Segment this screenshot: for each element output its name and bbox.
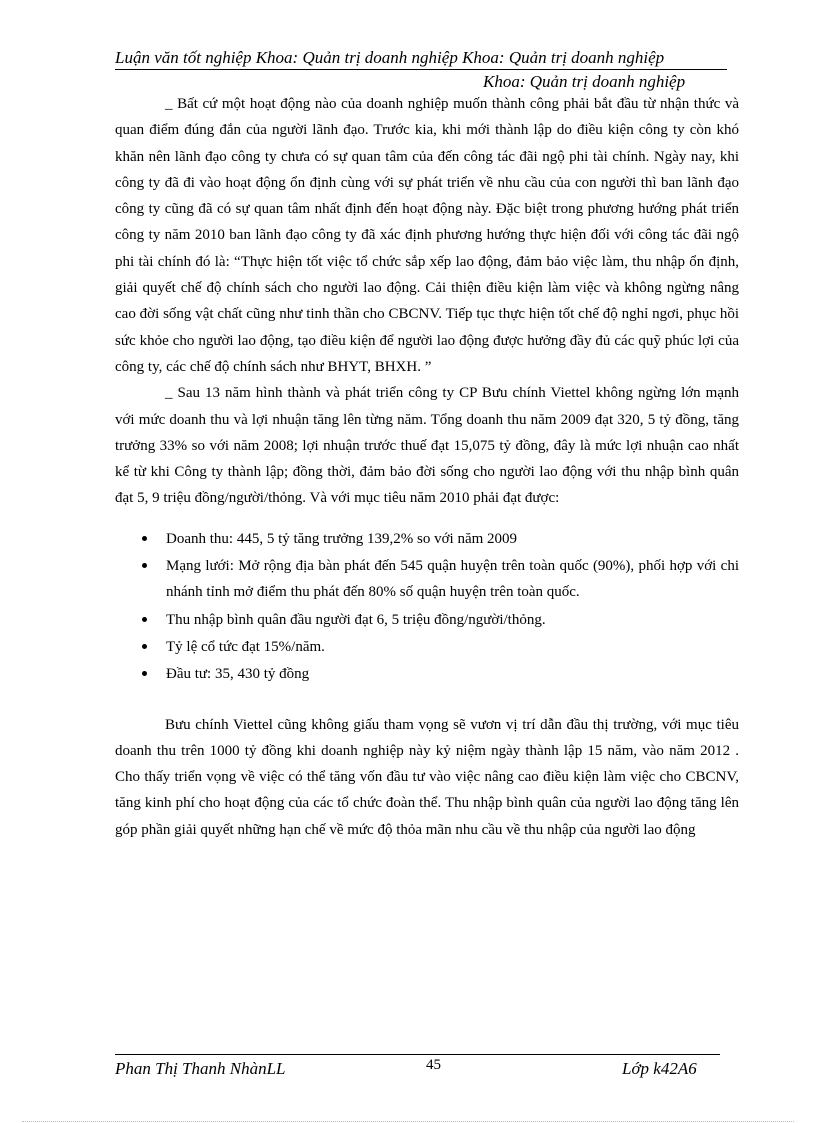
list-item-text: Tỷ lệ cổ tức đạt 15%/năm. (166, 638, 325, 655)
bullet-icon (142, 617, 147, 622)
list-item (115, 634, 739, 660)
list-item-text: Doanh thu: 445, 5 tỷ tăng trưởng 139,2% so với năm 2009 (166, 530, 518, 547)
list-item (115, 607, 739, 633)
bullet-icon (142, 563, 147, 568)
list-item (115, 661, 739, 687)
header-title: Luận văn tốt nghiệp Khoa: Quản trị doanh nghiệp Khoa: Quản trị doanh nghiệp (115, 48, 665, 67)
page-edge (22, 1121, 794, 1122)
list-item-text: Mạng lưới: Mở rộng địa bàn phát đến 545 quận huyện trên toàn quốc (90%), phối hợp với chi nhánh tỉnh mở điểm thu phát đến 80% số quận huyện trên toàn quốc. (166, 558, 739, 601)
bullet-icon (142, 671, 147, 676)
paragraph-2: _ Sau 13 năm hình thành và phát triển công ty CP Bưu chính Viettel không ngừng lớn mạnh với mức doanh thu và lợi nhuận tăng lên từng năm. Tổng doanh thu năm 2009 đạt 320, 5 tỷ đồng, tăng trưởng 33% so với năm 2008; lợi nhuận trước thuế đạt 15,075 tỷ đồng, đây là mức lợi nhuận cao nhất kể từ khi Công ty thành lập; đồng thời, đảm bảo đời sống cho người lao động với thu nhập bình quân đạt 5, 9 triệu đồng/người/thỏng. Và với mục tiêu năm 2010 phải đạt được: (115, 385, 739, 507)
bullet-icon (142, 536, 147, 541)
footer-class: Lớp k42A6 (622, 1059, 697, 1078)
paragraph-3: Bưu chính Viettel cũng không giấu tham vọng sẽ vươn vị trí dẫn đầu thị trường, với mục tiêu doanh thu trên 1000 tỷ đồng khi doanh nghiệp này kỷ niệm ngày thành lập 15 năm, vào năm 2012 . Cho thấy triển vọng về việc có thể tăng vốn đầu tư vào việc nâng cao điều kiện làm việc cho CBCNV, tăng kinh phí cho hoạt động của các tổ chức đoàn thể. Thu nhập bình quân của người lao động tăng lên góp phần giải quyết những hạn chế về mức độ thỏa mãn nhu cầu về thu nhập của người lao động (115, 716, 739, 838)
list-item-text: Thu nhập bình quân đầu người đạt 6, 5 triệu đồng/người/thỏng. (166, 611, 546, 628)
list-item (115, 526, 739, 552)
footer-rule (115, 1054, 720, 1055)
bullet-icon (142, 644, 147, 649)
document-body (115, 91, 739, 843)
list-item (115, 553, 739, 606)
paragraph-1: _ Bất cứ một hoạt động nào của doanh nghiệp muốn thành công phải bắt đầu từ nhận thức và quan điểm đúng đắn của người lãnh đạo. Trước kia, khi mới thành lập do điều kiện công ty còn khó khăn nên lãnh đạo công ty chưa có sự quan tâm của đến công tác đãi ngộ phi tài chính. Ngày nay, khi công ty đã đi vào hoạt động ổn định cùng với sự phát triển về nhu cầu của con người thì ban lãnh đạo công ty cũng đã có sự quan tâm nhất định đến hoạt động này. Đặc biệt trong phương hướng phát triển công ty năm 2010 ban lãnh đạo công ty đã xác định phương hướng thực hiện đối với công tác đãi ngộ phi tài chính đó là: “Thực hiện tốt việc tổ chức sắp xếp lao động, đảm bảo việc làm, thu nhập ổn định, giải quyết chế độ chính sách cho người lao động. Cải thiện điều kiện làm việc và không ngừng nâng cao đời sống vật chất cũng như tinh thần cho CBCNV. Tiếp tục thực hiện tốt chế độ nghỉ ngơi, phục hồi sức khỏe cho người lao động, tạo điều kiện để người lao động được hưởng đầy đủ các quỹ phúc lợi của công ty, các chế độ chính sách như BHYT, BHXH. ” (115, 96, 739, 375)
header-subtitle: Khoa: Quản trị doanh nghiệp (483, 72, 686, 91)
bullet-list (115, 526, 739, 688)
footer-author: Phan Thị Thanh NhànLL (115, 1059, 286, 1078)
page-number: 45 (426, 1057, 441, 1073)
list-item-text: Đầu tư: 35, 430 tỷ đồng (166, 666, 310, 683)
